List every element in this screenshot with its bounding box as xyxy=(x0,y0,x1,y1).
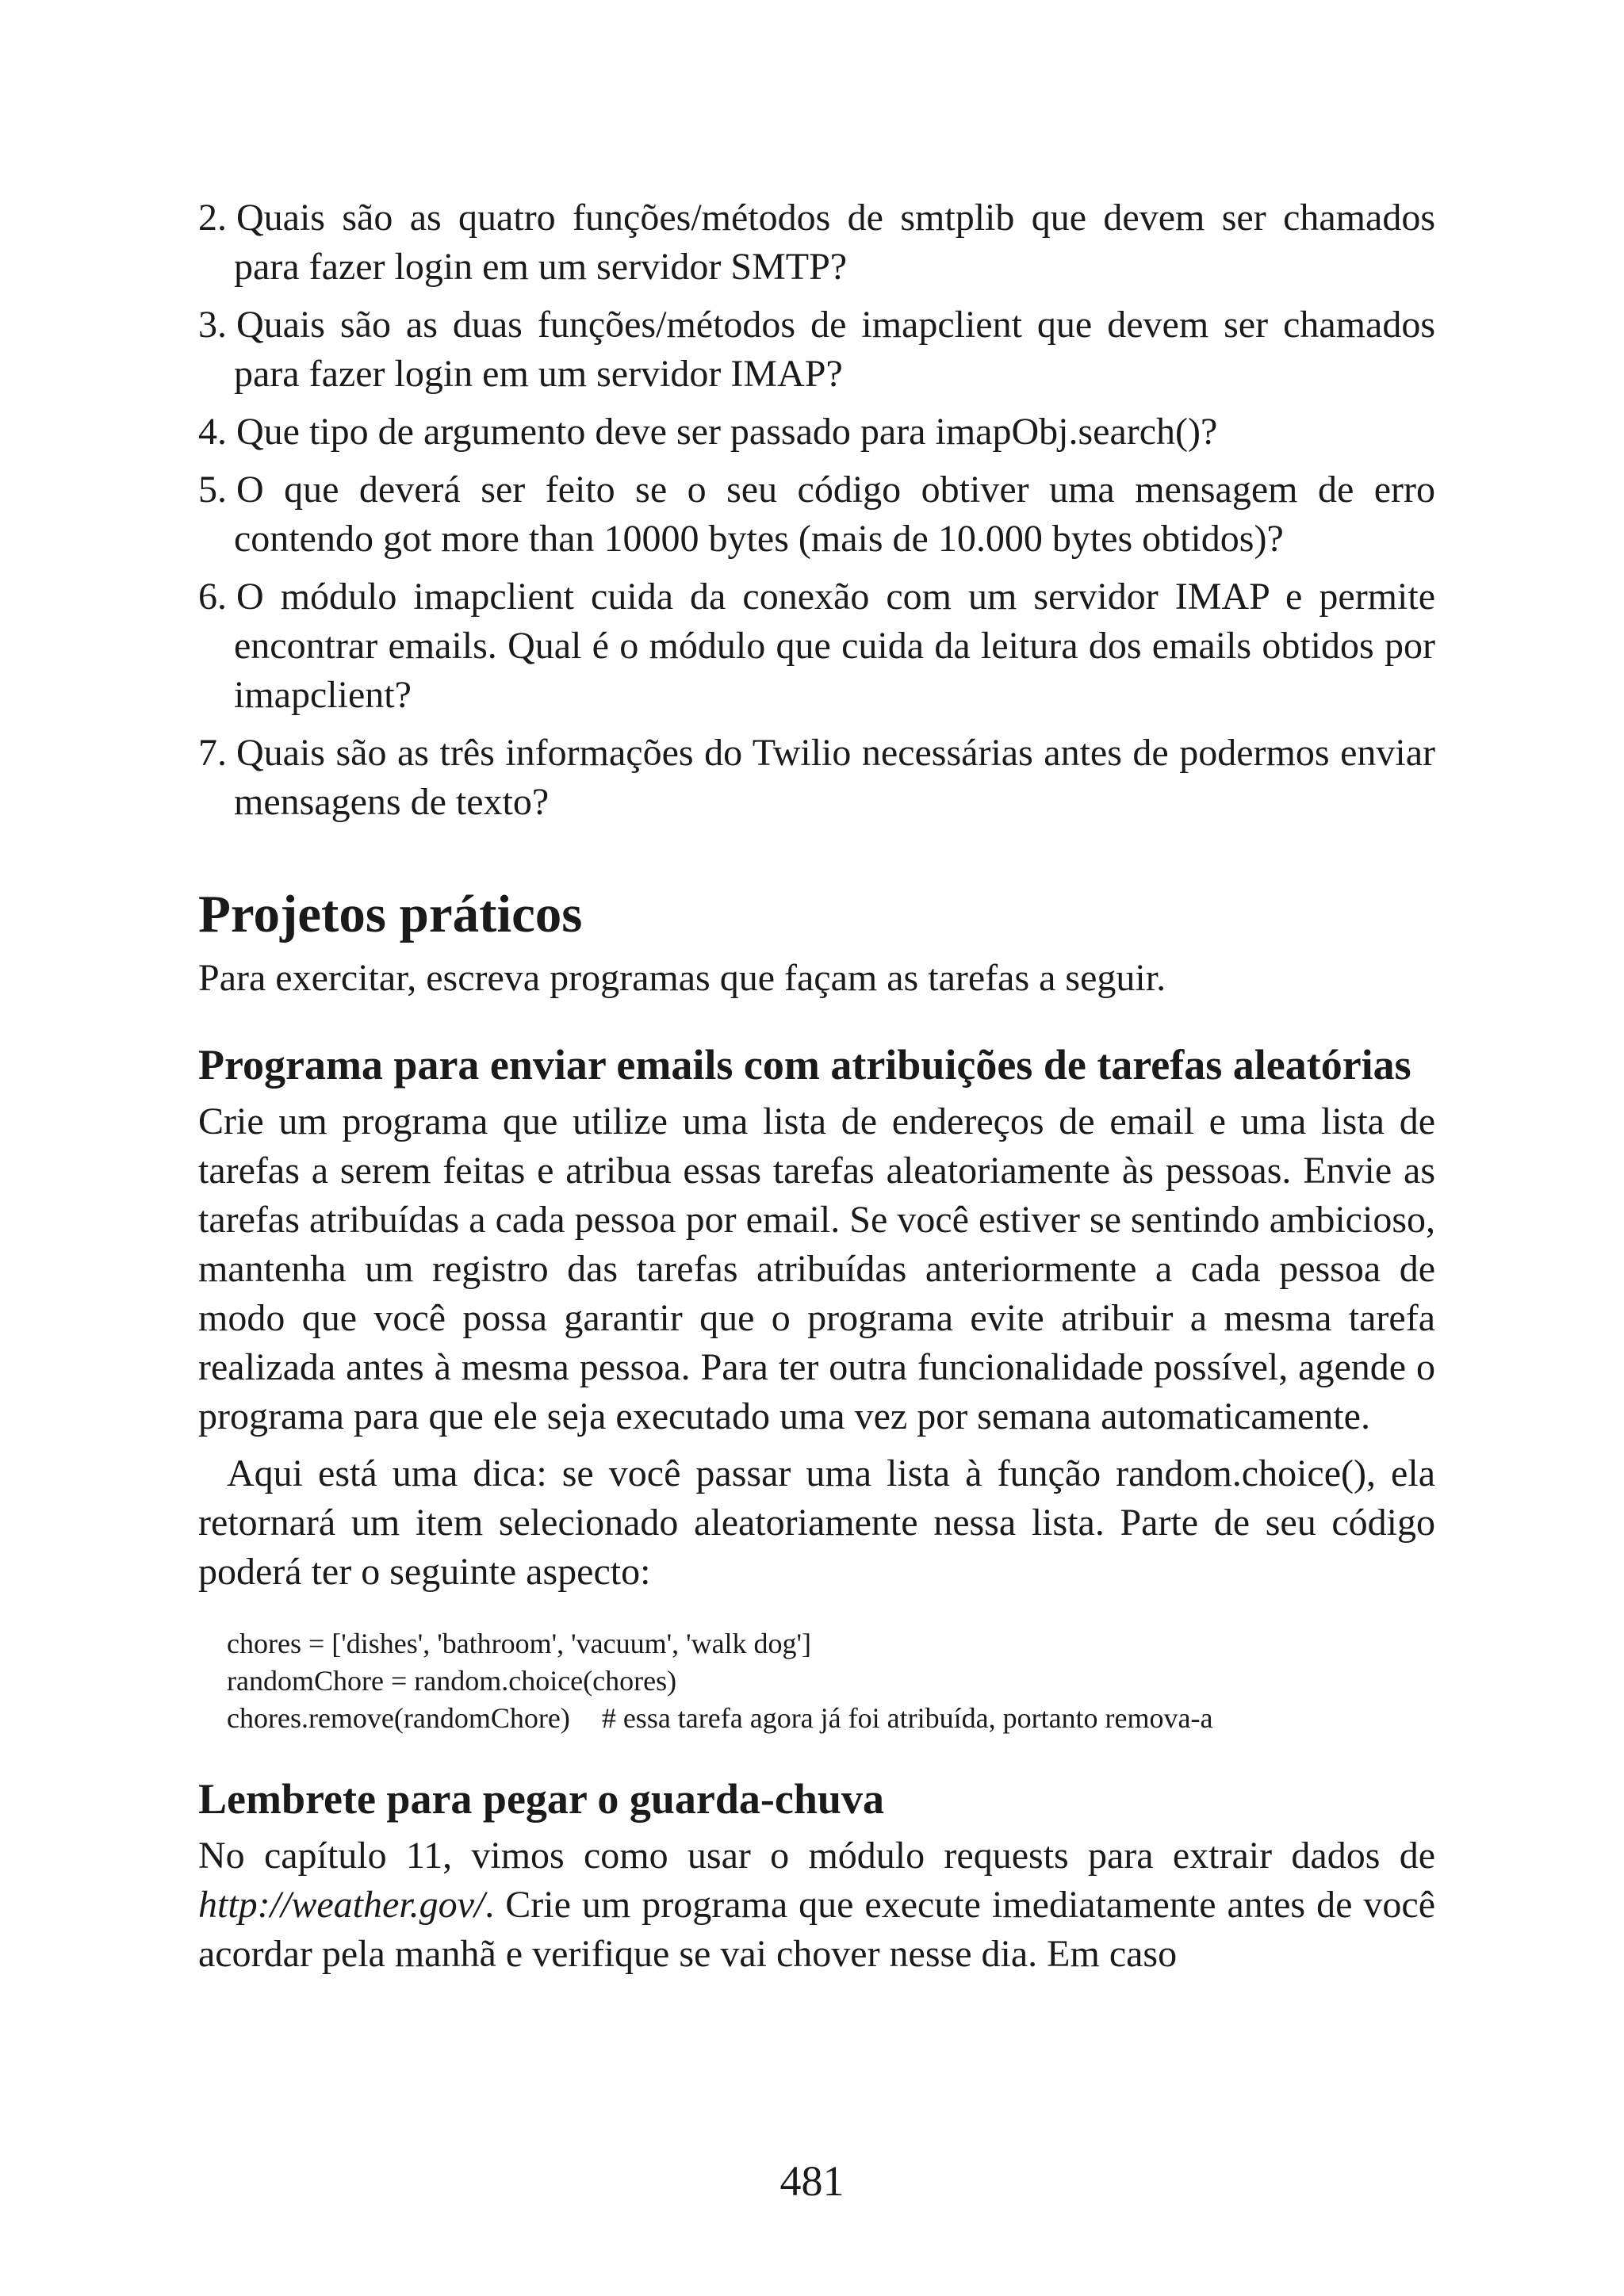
project1-title: Programa para enviar emails com atribuições de tarefas aleatórias xyxy=(198,1041,1411,1089)
page-content xyxy=(198,193,1435,1979)
question-text: Quais são as três informações do Twilio necessárias antes de podermos enviar mensagens de texto? xyxy=(234,732,1435,823)
page-number: 481 xyxy=(779,2157,845,2205)
question-item-2 xyxy=(198,193,1435,292)
code-statement: chores.remove(randomChore) xyxy=(227,1702,570,1734)
question-text: O módulo imapclient cuida da conexão com um servidor IMAP e permite encontrar emails. Qual é o módulo que cuida da leitura dos emails obtidos por imapclient? xyxy=(234,576,1435,716)
question-number: 5. xyxy=(198,469,227,511)
project2-paragraph xyxy=(198,1831,1435,1979)
project2-title: Lembrete para pegar o guarda-chuva xyxy=(198,1775,884,1823)
project1-hint-paragraph: Aqui está uma dica: se você passar uma lista à função random.choice(), ela retornará um item selecionado aleatoriamente nessa lista. Parte de seu código poderá ter o seguinte aspecto: xyxy=(198,1452,1435,1593)
question-item-6 xyxy=(198,572,1435,720)
question-item-7 xyxy=(198,729,1435,827)
question-number: 2. xyxy=(198,197,227,239)
code-comment: # essa tarefa agora já foi atribuída, portanto remova-a xyxy=(601,1702,1213,1734)
code-block xyxy=(227,1625,1435,1737)
review-questions-list xyxy=(198,193,1435,827)
question-text: Quais são as quatro funções/métodos de smtplib que devem ser chamados para fazer login em um servidor SMTP? xyxy=(234,197,1435,288)
section-title: Projetos práticos xyxy=(198,885,583,943)
section-intro: Para exercitar, escreva programas que façam as tarefas a seguir. xyxy=(198,957,1166,999)
question-text: Que tipo de argumento deve ser passado para imapObj.search()? xyxy=(236,411,1218,453)
question-text: O que deverá ser feito se o seu código obtiver uma mensagem de erro contendo got more than 10000 bytes (mais de 10.000 bytes obtidos)? xyxy=(234,469,1435,560)
question-item-4 xyxy=(198,408,1435,457)
question-item-3 xyxy=(198,300,1435,399)
project1-paragraph: Crie um programa que utilize uma lista de endereços de email e uma lista de tarefas a serem feitas e atribua essas tarefas aleatoriamente às pessoas. Envie as tarefas atribuídas a cada pessoa por email. Se você estiver se sentindo ambicioso, mantenha um registro das tarefas atribuídas anteriormente a cada pessoa de modo que você possa garantir que o programa evite atribuir a mesma tarefa realizada antes à mesma pessoa. Para ter outra funcionalidade possível, agende o programa para que ele seja executado uma vez por semana automaticamente. xyxy=(198,1100,1435,1437)
question-text: Quais são as duas funções/métodos de imapclient que devem ser chamados para fazer login em um servidor IMAP? xyxy=(234,304,1435,395)
weather-url-link[interactable]: http://weather.gov/ xyxy=(198,1884,485,1926)
code-line xyxy=(227,1700,1435,1737)
question-number: 6. xyxy=(198,576,227,618)
project2-text-before-url: No capítulo 11, vimos como usar o módulo requests para extrair dados de xyxy=(198,1835,1435,1877)
code-line: chores = ['dishes', 'bathroom', 'vacuum', 'walk dog'] xyxy=(227,1628,812,1659)
code-line: randomChore = random.choice(chores) xyxy=(227,1665,677,1697)
question-item-5 xyxy=(198,465,1435,564)
project2-text-after-url: . Crie um programa que execute imediatamente antes de você acordar pela manhã e verifique se vai chover nesse dia. Em caso xyxy=(198,1884,1435,1975)
question-number: 3. xyxy=(198,304,227,346)
question-number: 4. xyxy=(198,411,227,453)
question-number: 7. xyxy=(198,732,227,774)
